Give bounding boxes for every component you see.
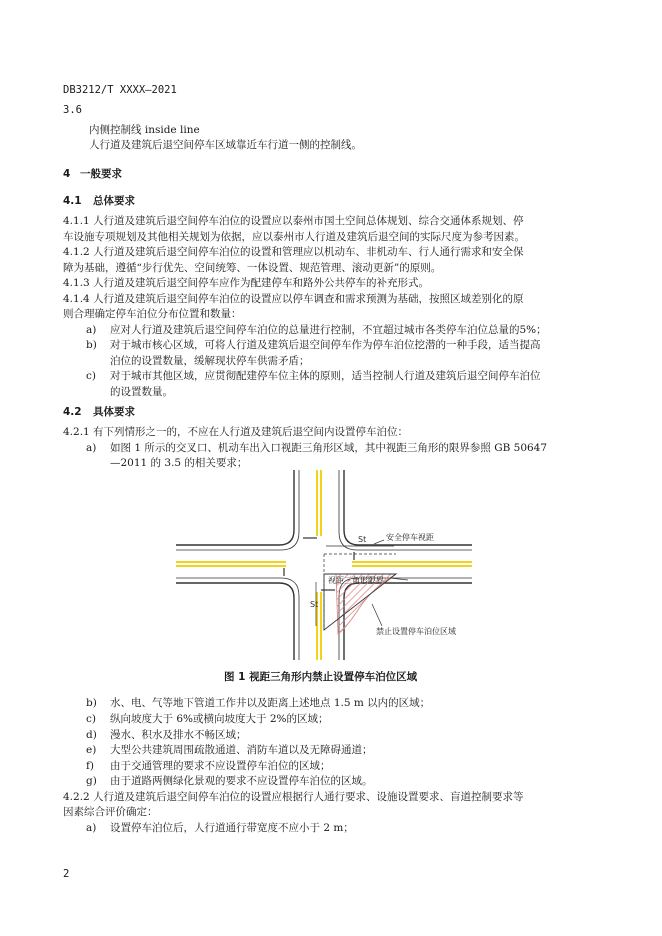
list-item-c-line1: 对于城市其他区域，应贯彻配建停车位主体的原则，适当控制人行道及建筑后退空间停车泊位 [110,370,541,382]
figure-caption: 图 1 视距三角形内禁止设置停车泊位区域 [224,671,418,683]
clause-4-1-2-line2: 障为基础，遵循“步行优先、空间统筹、一体设置、规范管理、滚动更新”的原则。 [63,262,442,274]
road-edge-bottom-left [176,583,294,660]
road-edge-top-left [176,470,294,545]
term-definition: 人行道及建筑后退空间停车区域靠近车行道一侧的控制线。 [89,139,362,151]
clause-4-1-4-line1: 4.1.4 人行道及建筑后退空间停车泊位的设置应以停车调查和需求预测为基础，按照区域差别化的原 [63,293,524,305]
list-item-a: 应对人行道及建筑后退空间停车泊位的总量进行控制，不宜超过城市各类停车泊位总量的5%； [110,324,547,336]
st-top-label: St [358,535,367,544]
list-item-e2: 大型公共建筑周围疏散通道、消防车道以及无障碍通道； [110,744,373,756]
list-marker-g2: g) [86,775,97,787]
clause-4-1-2-line1: 4.1.2 人行道及建筑后退空间停车泊位的设置和管理应以机动车、非机动车、行人通行需求和安全保 [63,246,524,258]
list-marker-e2: e) [86,744,97,756]
list-item-b-line1: 对于城市核心区域，可将人行道及建筑后退空间停车作为停车泊位挖潜的一种手段，适当提高 [110,339,541,351]
list-marker-c: c) [86,370,96,382]
forbidden-zone-label: 禁止设置停车泊位区域 [376,627,456,636]
section-4-title: 一般要求 [80,168,122,180]
list-item-b2: 水、电、气等地下管道工作井以及距离上述地点 1.5 m 以内的区域； [110,697,431,709]
list-marker-d2: d) [86,729,97,741]
figure-intersection-diagram [176,470,472,660]
clause-4-2-1: 4.2.1 有下列情形之一的，不应在人行道及建筑后退空间内设置停车泊位： [63,426,409,438]
clause-4-1-3: 4.1.3 人行道及建筑后退空间停车应作为配建停车和路外公共停车的补充形式。 [63,277,430,289]
section-4-2-number: 4.2 [63,406,82,418]
list-item-d2: 漫水、积水及排水不畅区域； [110,729,247,741]
list-item-b-line2: 泊位的设置数量，缓解现状停车供需矛盾； [110,355,310,367]
page-number: 2 [63,868,70,880]
term-heading: 内侧控制线 inside line [89,124,200,136]
clause-4-1-4-line2: 则合理确定停车泊位分布位置和数量： [63,308,242,320]
list-marker-a2: a) [86,442,97,454]
list-marker-a3: a) [86,822,97,834]
section-4-2-title: 具体要求 [93,406,135,418]
section-4-1-number: 4.1 [63,195,82,207]
clause-4-1-1-line2: 车设施专项规划及其他相关规划为依据，应以泰州市人行道及建筑后退空间的实际尺度为参考因素。 [63,231,525,243]
section-4-1-title: 总体要求 [93,195,135,207]
clause-4-1-1-line1: 4.1.1 人行道及建筑后退空间停车泊位的设置应以泰州市国土空间总体规划、综合交通体系规划、停 [63,215,524,227]
section-3-6-number: 3.6 [63,104,82,116]
list-marker-a: a) [86,324,97,336]
list-item-c-line2: 的设置数量。 [110,386,173,398]
section-4-number: 4 [63,168,71,180]
list-item-a2-line1: 如图 1 所示的交叉口、机动车出入口视距三角形区域，其中视距三角形的限界参照 GB 50647 [110,442,548,454]
document-code: DB3212/T XXXX—2021 [63,84,177,96]
list-marker-b2: b) [86,697,97,709]
clause-4-2-2-line2: 因素综合评价确定： [63,806,158,818]
clause-4-2-2-line1: 4.2.2 人行道及建筑后退空间停车泊位的设置应根据行人通行要求、设施设置要求、盲道控制要求等 [63,791,524,803]
safe-distance-label: 安全停车视距 [386,533,434,542]
list-item-g2: 由于道路两侧绿化景观的要求不应设置停车泊位的区域。 [110,775,373,787]
list-item-f2: 由于交通管理的要求不应设置停车泊位的区域； [110,760,331,772]
list-item-a3: 设置停车泊位后，人行道通行带宽度不应小于 2 m； [110,822,354,834]
st-side-label: St [310,600,319,609]
list-marker-f2: f) [86,760,94,772]
sight-triangle-label: 视距三角形限界 [328,576,384,585]
list-item-a2-line2: —2011 的 3.5 的相关要求； [110,457,248,469]
list-marker-b: b) [86,339,97,351]
list-marker-c2: c) [86,713,96,725]
list-item-c2: 纵向坡度大于 6%或横向坡度大于 2%的区域； [110,713,329,725]
